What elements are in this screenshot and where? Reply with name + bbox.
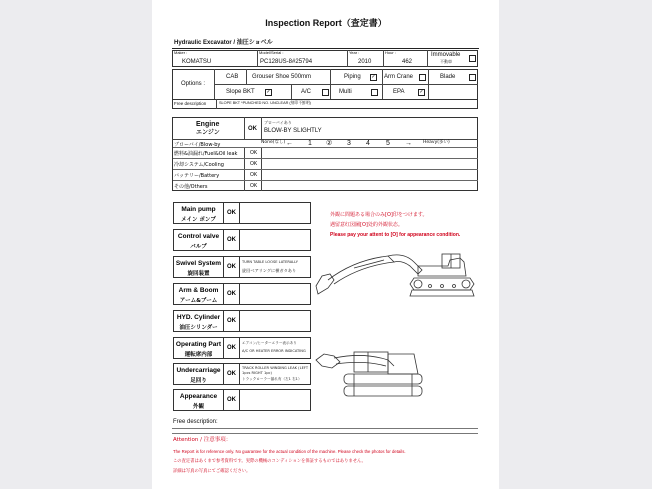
blowby-label: ブローバイ/Blow-by xyxy=(174,142,221,148)
blowby-scale-4: 4 xyxy=(366,140,370,147)
excavator-side-view-diagram xyxy=(314,246,482,308)
options-label: Options : xyxy=(181,81,206,87)
multi-checkbox xyxy=(371,89,378,96)
blowby-scale-2: ② xyxy=(326,140,333,147)
immovable-sub: 不動車 xyxy=(440,59,452,64)
divider xyxy=(172,48,479,49)
option-grouser: Grouser Shoe 500mm xyxy=(252,74,312,80)
item-control-valve: Control valve バルブ OK xyxy=(173,229,311,251)
item-undercarriage: Undercarriage 足回り OK TRACK ROLLER WINDING LEAK (LEFT 1pcs RIGHT 1pc) トラックローラー漏れ有（左1 右1） xyxy=(173,363,311,385)
engine-status: OK xyxy=(248,126,257,132)
option-epa: EPA xyxy=(393,89,405,95)
ac-checkbox xyxy=(322,89,329,96)
slope-bkt-checkbox: ✓ xyxy=(266,89,271,95)
engine-label-ja: エンジン xyxy=(196,129,220,136)
model-value: PC128US-8#25794 xyxy=(260,59,313,65)
immovable-label: Immovable xyxy=(431,52,461,58)
year-label: Year : xyxy=(349,50,360,55)
attention-divider xyxy=(172,433,478,434)
engine-row-battery: バッテリー/Battery OK xyxy=(173,170,478,181)
engine-row-fuel: 燃料&油漏れ/Fuel&Oil leak OK xyxy=(173,148,478,159)
item-appearance: Appearance 外観 OK xyxy=(173,389,311,411)
engine-note-small: ブローバイあり xyxy=(264,120,292,125)
item-swivel-system: Swivel System 旋回装置 OK TURN TABLE LOOSE LATERALLY 旋回ベアリングに横ガタあり xyxy=(173,256,311,278)
attention-line-3: 詳細は写真の写真にてご確認ください。 xyxy=(173,469,251,474)
year-value: 2010 xyxy=(358,59,372,65)
hour-label: Hour : xyxy=(385,50,396,55)
free-description-footer-label: Free description: xyxy=(173,419,218,425)
page-title: Inspection Report（査定書） xyxy=(265,18,387,28)
item-hyd-cylinder: HYD. Cylinder 油圧シリンダー OK xyxy=(173,310,311,332)
blowby-heavy: Heavy(多い) xyxy=(423,140,450,145)
engine-row-cooling: 冷却システム/Cooling OK xyxy=(173,159,478,170)
blowby-none: None(なし) xyxy=(261,140,286,145)
option-multi: Multi xyxy=(339,89,352,95)
maker-label: Maker : xyxy=(174,50,188,55)
attention-line-2: この査定書はあくまで参考資料です。実際の機械のコンディションを保証するものではありません。 xyxy=(173,459,366,464)
arm-crane-checkbox xyxy=(419,74,426,81)
option-piping: Piping xyxy=(344,74,361,80)
epa-checkbox: ✓ xyxy=(419,89,424,95)
engine-label-en: Engine xyxy=(196,121,220,128)
option-slope-bkt: Slope BKT xyxy=(226,89,255,95)
blowby-scale-5: 5 xyxy=(386,140,390,147)
free-description-row xyxy=(172,99,478,109)
notice-en: Please pay your attent to [O] for appearance condition. xyxy=(330,232,461,238)
blade-checkbox xyxy=(469,74,476,81)
option-blade: Blade xyxy=(440,74,456,80)
attention-title: Attention / 注意事項： xyxy=(173,437,232,443)
engine-note: BLOW-BY SLIGHTLY xyxy=(264,128,322,134)
hour-value: 462 xyxy=(402,59,413,65)
immovable-checkbox xyxy=(469,55,476,62)
excavator-top-view-diagram xyxy=(314,344,436,402)
option-arm-crane: Arm Crane xyxy=(384,74,414,80)
attention-line-1: The Report is for reference only. No guarantee for the actual condition of the machine. Please check the photos for details. xyxy=(173,449,406,454)
notice-ja: 外観に問題ある場合のみ[O]印をつけます。 xyxy=(330,212,428,218)
model-label: Model/Serial : xyxy=(259,50,284,55)
free-description-label: Free description xyxy=(174,101,207,106)
free-description-text: SLOPE BKT *PUNCHED NO. UNCLEAR (刻印不鮮明) xyxy=(219,101,311,105)
option-ac: A/C xyxy=(301,89,312,95)
blowby-arrow-left: ← xyxy=(286,140,293,147)
piping-checkbox: ✓ xyxy=(371,74,376,80)
free-description-line xyxy=(172,428,478,429)
option-cab: CAB xyxy=(226,74,239,80)
blowby-scale-3: 3 xyxy=(347,140,351,147)
item-arm-boom: Arm & Boom アーム&ブーム OK xyxy=(173,283,311,305)
maker-value: KOMATSU xyxy=(182,59,212,65)
item-main-pump: Main pump メイン ポンプ OK xyxy=(173,202,311,224)
notice-zh: 遇留意红図圖[O]处的外観状态。 xyxy=(330,222,403,228)
engine-row-others: その他/Others OK xyxy=(174,183,258,190)
blowby-arrow-right: → xyxy=(405,140,412,147)
blowby-scale-1: 1 xyxy=(308,140,312,147)
machine-title: Hydraulic Excavator / 油圧ショベル xyxy=(174,40,273,46)
item-operating-part: Operating Part 運転席内部 OK エアコン/ヒーターエラー表示あり A/C OR HEATER ERROR INDICATING xyxy=(173,337,311,359)
